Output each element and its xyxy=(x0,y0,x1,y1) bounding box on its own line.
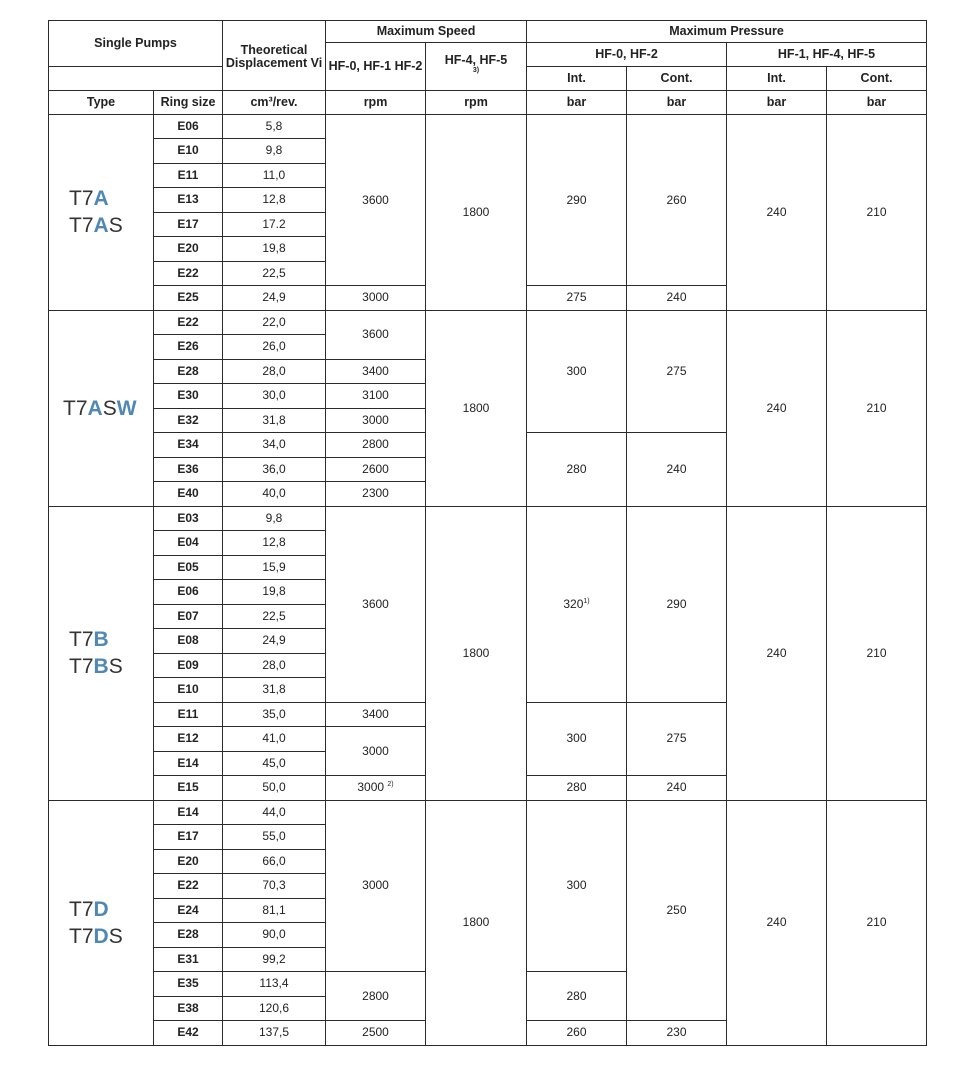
speed-hf0: 3400 xyxy=(326,702,426,727)
ring-size: E07 xyxy=(154,604,223,629)
speed-hf0: 3000 xyxy=(326,408,426,433)
speed-hf0: 3000 xyxy=(326,286,426,311)
header-pressure-hf1-hf4-hf5: HF-1, HF-4, HF-5 xyxy=(727,43,927,67)
header-unit-displacement: cm³/rev. xyxy=(223,91,326,115)
displacement: 90,0 xyxy=(223,923,326,948)
ring-size: E05 xyxy=(154,555,223,580)
ring-size: E38 xyxy=(154,996,223,1021)
ring-size: E36 xyxy=(154,457,223,482)
pressure-int-1: 280 xyxy=(527,776,627,801)
footnote-marker-1: 1) xyxy=(583,597,590,605)
ring-size: E40 xyxy=(154,482,223,507)
pressure-cont-1: 240 xyxy=(627,433,727,507)
pressure-int-2: 240 xyxy=(727,800,827,1045)
footnote-marker-3: 3) xyxy=(472,66,480,74)
table-row xyxy=(49,506,927,531)
ring-size: E32 xyxy=(154,408,223,433)
pressure-cont-1: 250 xyxy=(627,800,727,1021)
pressure-int-2: 240 xyxy=(727,310,827,506)
header-unit-bar-1: bar xyxy=(527,91,627,115)
pressure-int-1: 300 xyxy=(527,800,627,972)
pressure-cont-1: 240 xyxy=(627,776,727,801)
pressure-cont-1: 260 xyxy=(627,115,727,286)
ring-size: E22 xyxy=(154,261,223,286)
displacement: 28,0 xyxy=(223,653,326,678)
type-name-t7as: T7AS xyxy=(69,214,123,238)
displacement: 70,3 xyxy=(223,874,326,899)
ring-size: E14 xyxy=(154,800,223,825)
displacement: 19,8 xyxy=(223,580,326,605)
header-type-spacer xyxy=(49,67,223,91)
ring-size: E11 xyxy=(154,702,223,727)
type-name-t7a: T7A xyxy=(69,187,109,211)
type-name-t7d: T7D xyxy=(69,897,109,921)
ring-size: E03 xyxy=(154,506,223,531)
ring-size: E30 xyxy=(154,384,223,409)
displacement: 50,0 xyxy=(223,776,326,801)
type-name-t7asw: T7ASW xyxy=(63,396,137,420)
pressure-int-1: 280 xyxy=(527,433,627,507)
displacement: 81,1 xyxy=(223,898,326,923)
header-int-2: Int. xyxy=(727,67,827,91)
ring-size: E09 xyxy=(154,653,223,678)
ring-size: E06 xyxy=(154,580,223,605)
header-unit-rpm-2: rpm xyxy=(426,91,527,115)
header-speed-hf4-hf5-label: HF-4, HF-5 xyxy=(444,52,508,67)
displacement: 44,0 xyxy=(223,800,326,825)
header-unit-rpm-1: rpm xyxy=(326,91,426,115)
header-speed-hf0-hf1-hf2: HF-0, HF-1 HF-2 xyxy=(326,43,426,91)
pressure-int-1: 260 xyxy=(527,1021,627,1046)
displacement: 41,0 xyxy=(223,727,326,752)
ring-size: E04 xyxy=(154,531,223,556)
ring-size: E17 xyxy=(154,825,223,850)
table-row xyxy=(49,800,927,825)
displacement: 55,0 xyxy=(223,825,326,850)
pump-specification-table xyxy=(48,20,927,1046)
displacement: 19,8 xyxy=(223,237,326,262)
displacement: 24,9 xyxy=(223,629,326,654)
ring-size: E28 xyxy=(154,923,223,948)
displacement: 31,8 xyxy=(223,678,326,703)
pressure-int-1: 300 xyxy=(527,310,627,433)
ring-size: E12 xyxy=(154,727,223,752)
displacement: 22,5 xyxy=(223,261,326,286)
speed-value: 3000 xyxy=(357,780,385,795)
pressure-int-value: 320 xyxy=(563,596,584,611)
ring-size: E10 xyxy=(154,678,223,703)
displacement: 28,0 xyxy=(223,359,326,384)
ring-size: E25 xyxy=(154,286,223,311)
ring-size: E31 xyxy=(154,947,223,972)
displacement: 15,9 xyxy=(223,555,326,580)
displacement: 34,0 xyxy=(223,433,326,458)
displacement: 113,4 xyxy=(223,972,326,997)
pressure-cont-1: 275 xyxy=(627,310,727,433)
displacement: 66,0 xyxy=(223,849,326,874)
displacement: 22,0 xyxy=(223,310,326,335)
speed-hf0: 2300 xyxy=(326,482,426,507)
displacement: 12,8 xyxy=(223,531,326,556)
displacement: 99,2 xyxy=(223,947,326,972)
speed-hf0: 3000 xyxy=(326,727,426,776)
type-name-t7bs: T7BS xyxy=(69,655,123,678)
pressure-cont-2: 210 xyxy=(827,115,927,311)
type-t7a xyxy=(49,115,154,311)
table-row xyxy=(49,115,927,139)
displacement: 35,0 xyxy=(223,702,326,727)
header-maximum-speed: Maximum Speed xyxy=(326,21,527,43)
ring-size: E20 xyxy=(154,237,223,262)
header-pressure-hf0-hf2: HF-0, HF-2 xyxy=(527,43,727,67)
pressure-int-2: 240 xyxy=(727,506,827,800)
displacement: 45,0 xyxy=(223,751,326,776)
displacement: 120,6 xyxy=(223,996,326,1021)
header-unit-bar-3: bar xyxy=(727,91,827,115)
ring-size: E17 xyxy=(154,212,223,237)
header-int-1: Int. xyxy=(527,67,627,91)
speed-hf4: 1800 xyxy=(426,115,527,311)
pressure-cont-2: 210 xyxy=(827,800,927,1045)
header-type: Type xyxy=(49,91,154,115)
header-unit-bar-2: bar xyxy=(627,91,727,115)
speed-hf0: 2500 xyxy=(326,1021,426,1046)
ring-size: E42 xyxy=(154,1021,223,1046)
ring-size: E11 xyxy=(154,163,223,188)
pressure-cont-1: 230 xyxy=(627,1021,727,1046)
ring-size: E24 xyxy=(154,898,223,923)
type-t7b xyxy=(49,506,154,800)
displacement: 17.2 xyxy=(223,212,326,237)
ring-size: E13 xyxy=(154,188,223,213)
speed-hf0: 2600 xyxy=(326,457,426,482)
displacement: 9,8 xyxy=(223,139,326,164)
pressure-cont-1: 240 xyxy=(627,286,727,311)
displacement: 26,0 xyxy=(223,335,326,360)
header-speed-hf4-hf5 xyxy=(426,43,527,91)
ring-size: E35 xyxy=(154,972,223,997)
ring-size: E34 xyxy=(154,433,223,458)
speed-hf0: 2800 xyxy=(326,972,426,1021)
pressure-int-1: 275 xyxy=(527,286,627,311)
ring-size: E08 xyxy=(154,629,223,654)
pressure-int-1 xyxy=(527,506,627,702)
speed-hf0: 2800 xyxy=(326,433,426,458)
speed-hf0 xyxy=(326,776,426,801)
ring-size: E10 xyxy=(154,139,223,164)
displacement: 12,8 xyxy=(223,188,326,213)
header-row-4 xyxy=(49,91,927,115)
displacement: 137,5 xyxy=(223,1021,326,1046)
ring-size: E22 xyxy=(154,310,223,335)
header-ring-size: Ring size xyxy=(154,91,223,115)
speed-hf0: 3600 xyxy=(326,506,426,702)
speed-hf0: 3600 xyxy=(326,115,426,286)
pressure-cont-2: 210 xyxy=(827,310,927,506)
footnote-marker-2: 2) xyxy=(387,781,394,789)
displacement: 24,9 xyxy=(223,286,326,311)
speed-hf4: 1800 xyxy=(426,800,527,1045)
header-cont-2: Cont. xyxy=(827,67,927,91)
pressure-cont-1: 275 xyxy=(627,702,727,776)
pressure-cont-2: 210 xyxy=(827,506,927,800)
speed-hf0: 3100 xyxy=(326,384,426,409)
ring-size: E22 xyxy=(154,874,223,899)
header-maximum-pressure: Maximum Pressure xyxy=(527,21,927,43)
ring-size: E14 xyxy=(154,751,223,776)
ring-size: E28 xyxy=(154,359,223,384)
displacement: 9,8 xyxy=(223,506,326,531)
ring-size: E20 xyxy=(154,849,223,874)
displacement: 31,8 xyxy=(223,408,326,433)
type-name-t7ds: T7DS xyxy=(69,924,123,948)
speed-hf4: 1800 xyxy=(426,506,527,800)
pressure-int-1: 300 xyxy=(527,702,627,776)
speed-hf0: 3000 xyxy=(326,800,426,972)
pressure-int-1: 290 xyxy=(527,115,627,286)
header-row-1 xyxy=(49,21,927,43)
ring-size: E26 xyxy=(154,335,223,360)
speed-hf0: 3600 xyxy=(326,310,426,359)
pressure-int-1: 280 xyxy=(527,972,627,1021)
speed-hf4: 1800 xyxy=(426,310,527,506)
type-t7d xyxy=(49,800,154,1045)
pressure-int-2: 240 xyxy=(727,115,827,311)
type-t7asw xyxy=(49,310,154,506)
type-name-t7b: T7B xyxy=(69,628,109,651)
ring-size: E06 xyxy=(154,115,223,139)
displacement: 30,0 xyxy=(223,384,326,409)
ring-size: E15 xyxy=(154,776,223,801)
displacement: 36,0 xyxy=(223,457,326,482)
header-unit-bar-4: bar xyxy=(827,91,927,115)
header-cont-1: Cont. xyxy=(627,67,727,91)
header-single-pumps: Single Pumps xyxy=(49,21,223,67)
displacement: 22,5 xyxy=(223,604,326,629)
displacement: 11,0 xyxy=(223,163,326,188)
table-row xyxy=(49,310,927,335)
displacement: 40,0 xyxy=(223,482,326,507)
pressure-cont-1: 290 xyxy=(627,506,727,702)
speed-hf0: 3400 xyxy=(326,359,426,384)
displacement: 5,8 xyxy=(223,115,326,139)
header-theoretical-displacement: Theoretical Displacement Vi xyxy=(223,21,326,91)
